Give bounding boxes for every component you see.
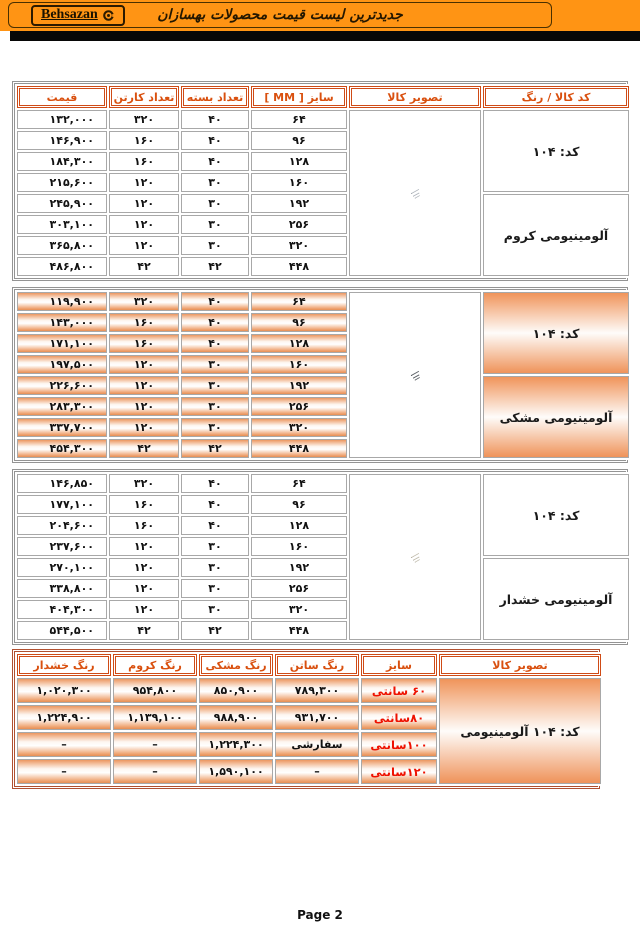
price-cell: ۲۴۵,۹۰۰ <box>17 194 107 213</box>
table-row <box>17 558 629 577</box>
size-cell: ۲۵۶ <box>251 215 347 234</box>
product-color-cell: آلومینیومی کروم <box>483 194 629 276</box>
price-cell: ۱۴۳,۰۰۰ <box>17 313 107 332</box>
bundle-cell: ۴۰ <box>181 152 249 171</box>
bundle-cell: ۳۰ <box>181 537 249 556</box>
size-cell: ۱۶۰ <box>251 355 347 374</box>
carton-cell: ۱۶۰ <box>109 131 179 150</box>
col-header-size: سایز <box>361 654 437 676</box>
size-cell: ۱۹۲ <box>251 376 347 395</box>
price-cell: ۱۸۴,۳۰۰ <box>17 152 107 171</box>
col-header-chrome: رنگ کروم <box>113 654 197 676</box>
brushed-price-cell: ۱,۰۲۰,۳۰۰ <box>17 678 111 703</box>
size-cell: ۱۹۲ <box>251 194 347 213</box>
size-cell: ۶۴ <box>251 110 347 129</box>
satin-price-cell: ۷۸۹,۳۰۰ <box>275 678 359 703</box>
carton-cell: ۱۲۰ <box>109 355 179 374</box>
bundle-cell: ۳۰ <box>181 215 249 234</box>
summary-size-cell: ۶۰ سانتی <box>361 678 437 703</box>
chrome-price-cell: ۱,۱۳۹,۱۰۰ <box>113 705 197 730</box>
col-header-image: تصویر کالا <box>349 86 481 108</box>
chrome-price-cell: – <box>113 759 197 784</box>
carton-cell: ۱۶۰ <box>109 516 179 535</box>
price-cell: ۱۹۷,۵۰۰ <box>17 355 107 374</box>
product-code-cell: کد: ۱۰۴ <box>483 292 629 374</box>
product-table-chrome <box>12 81 628 281</box>
bundle-cell: ۴۰ <box>181 334 249 353</box>
price-cell: ۴۰۴,۳۰۰ <box>17 600 107 619</box>
carton-cell: ۱۶۰ <box>109 152 179 171</box>
size-cell: ۱۶۰ <box>251 537 347 556</box>
carton-cell: ۳۲۰ <box>109 474 179 493</box>
price-cell: ۲۳۷,۶۰۰ <box>17 537 107 556</box>
carton-cell: ۱۶۰ <box>109 334 179 353</box>
carton-cell: ۱۲۰ <box>109 418 179 437</box>
bundle-cell: ۴۲ <box>181 621 249 640</box>
size-cell: ۲۵۶ <box>251 579 347 598</box>
carton-cell: ۴۲ <box>109 439 179 458</box>
carton-cell: ۴۲ <box>109 621 179 640</box>
price-cell: ۴۵۴,۳۰۰ <box>17 439 107 458</box>
satin-price-cell: – <box>275 759 359 784</box>
carton-cell: ۱۲۰ <box>109 600 179 619</box>
brushed-price-cell: – <box>17 732 111 757</box>
carton-cell: ۱۶۰ <box>109 495 179 514</box>
summary-header-row <box>17 654 601 676</box>
col-header-black: رنگ مشکی <box>199 654 273 676</box>
size-cell: ۶۴ <box>251 474 347 493</box>
size-cell: ۳۲۰ <box>251 600 347 619</box>
price-cell: ۲۱۵,۶۰۰ <box>17 173 107 192</box>
bundle-cell: ۴۰ <box>181 516 249 535</box>
table-row <box>17 376 629 395</box>
price-cell: ۲۲۶,۶۰۰ <box>17 376 107 395</box>
col-header-size: سایز [ MM ] <box>251 86 347 108</box>
size-cell: ۱۲۸ <box>251 516 347 535</box>
bundle-cell: ۴۰ <box>181 495 249 514</box>
price-cell: ۲۷۰,۱۰۰ <box>17 558 107 577</box>
logo-text: Behsazan <box>41 7 98 22</box>
satin-price-cell: سفارشی <box>275 732 359 757</box>
price-cell: ۱۳۲,۰۰۰ <box>17 110 107 129</box>
bundle-cell: ۳۰ <box>181 173 249 192</box>
carton-cell: ۱۲۰ <box>109 558 179 577</box>
bundle-cell: ۳۰ <box>181 236 249 255</box>
page-number: Page 2 <box>297 908 343 922</box>
page-title: جدیدترین لیست قیمت محصولات بهسازان <box>157 7 403 23</box>
col-header-satin: رنگ ساتن <box>275 654 359 676</box>
bundle-cell: ۳۰ <box>181 558 249 577</box>
bundle-cell: ۴۰ <box>181 292 249 311</box>
carton-cell: ۱۲۰ <box>109 215 179 234</box>
satin-price-cell: ۹۳۱,۷۰۰ <box>275 705 359 730</box>
price-cell: ۱۷۱,۱۰۰ <box>17 334 107 353</box>
carton-cell: ۱۲۰ <box>109 579 179 598</box>
size-cell: ۹۶ <box>251 495 347 514</box>
product-color-cell: آلومینیومی مشکی <box>483 376 629 458</box>
bundle-cell: ۳۰ <box>181 579 249 598</box>
summary-row <box>17 678 601 703</box>
aluminum-profiles-chrome-icon <box>352 187 478 200</box>
size-cell: ۳۲۰ <box>251 418 347 437</box>
carton-cell: ۱۲۰ <box>109 397 179 416</box>
size-cell: ۲۵۶ <box>251 397 347 416</box>
summary-size-cell: ۸۰سانتی <box>361 705 437 730</box>
table-row <box>17 474 629 493</box>
size-cell: ۴۴۸ <box>251 439 347 458</box>
price-cell: ۲۰۴,۶۰۰ <box>17 516 107 535</box>
price-cell: ۱۴۶,۸۵۰ <box>17 474 107 493</box>
summary-product-cell: کد: ۱۰۴ آلومینیومی <box>439 678 601 784</box>
price-cell: ۳۰۳,۱۰۰ <box>17 215 107 234</box>
price-cell: ۴۸۶,۸۰۰ <box>17 257 107 276</box>
black-price-cell: ۱,۵۹۰,۱۰۰ <box>199 759 273 784</box>
carton-cell: ۱۶۰ <box>109 313 179 332</box>
size-cell: ۹۶ <box>251 131 347 150</box>
summary-table <box>12 649 600 789</box>
product-code-cell: کد: ۱۰۴ <box>483 110 629 192</box>
carton-cell: ۱۲۰ <box>109 194 179 213</box>
price-cell: ۱۷۷,۱۰۰ <box>17 495 107 514</box>
black-price-cell: ۸۵۰,۹۰۰ <box>199 678 273 703</box>
bundle-cell: ۳۰ <box>181 600 249 619</box>
bundle-cell: ۴۰ <box>181 110 249 129</box>
size-cell: ۹۶ <box>251 313 347 332</box>
size-cell: ۶۴ <box>251 292 347 311</box>
size-cell: ۱۹۲ <box>251 558 347 577</box>
carton-cell: ۱۲۰ <box>109 376 179 395</box>
carton-cell: ۱۲۰ <box>109 173 179 192</box>
col-header-carton: تعداد کارتن <box>109 86 179 108</box>
price-cell: ۳۶۵,۸۰۰ <box>17 236 107 255</box>
price-cell: ۱۴۶,۹۰۰ <box>17 131 107 150</box>
product-table-black <box>12 287 628 463</box>
bundle-cell: ۳۰ <box>181 194 249 213</box>
col-header-code: کد کالا / رنگ <box>483 86 629 108</box>
product-image-cell <box>349 110 481 276</box>
col-header-brushed: رنگ خشدار <box>17 654 111 676</box>
carton-cell: ۳۲۰ <box>109 292 179 311</box>
bundle-cell: ۴۰ <box>181 131 249 150</box>
aluminum-profiles-brushed-icon <box>352 551 478 564</box>
carton-cell: ۱۲۰ <box>109 236 179 255</box>
bundle-cell: ۳۰ <box>181 376 249 395</box>
table-row <box>17 110 629 129</box>
price-cell: ۳۳۷,۷۰۰ <box>17 418 107 437</box>
bundle-cell: ۴۰ <box>181 313 249 332</box>
product-code-cell: کد: ۱۰۴ <box>483 474 629 556</box>
bundle-cell: ۳۰ <box>181 418 249 437</box>
black-price-cell: ۹۸۸,۹۰۰ <box>199 705 273 730</box>
aluminum-profiles-black-icon <box>352 369 478 382</box>
table-row <box>17 194 629 213</box>
banner-shadow-bar <box>10 31 640 41</box>
product-image-cell <box>349 292 481 458</box>
brushed-price-cell: – <box>17 759 111 784</box>
summary-size-cell: ۱۰۰سانتی <box>361 732 437 757</box>
size-cell: ۴۴۸ <box>251 621 347 640</box>
size-cell: ۳۲۰ <box>251 236 347 255</box>
brushed-price-cell: ۱,۲۲۴,۹۰۰ <box>17 705 111 730</box>
price-cell: ۲۸۳,۳۰۰ <box>17 397 107 416</box>
header-frame <box>8 2 552 28</box>
size-cell: ۴۴۸ <box>251 257 347 276</box>
chrome-price-cell: ۹۵۴,۸۰۰ <box>113 678 197 703</box>
bundle-cell: ۴۲ <box>181 257 249 276</box>
bundle-cell: ۳۰ <box>181 355 249 374</box>
product-color-cell: آلومینیومی خشدار <box>483 558 629 640</box>
price-cell: ۳۳۸,۸۰۰ <box>17 579 107 598</box>
bundle-cell: ۴۲ <box>181 439 249 458</box>
col-header-bundle: تعداد بسته <box>181 86 249 108</box>
bundle-cell: ۴۰ <box>181 474 249 493</box>
black-price-cell: ۱,۲۲۴,۳۰۰ <box>199 732 273 757</box>
price-cell: ۵۴۴,۵۰۰ <box>17 621 107 640</box>
size-cell: ۱۲۸ <box>251 334 347 353</box>
summary-size-cell: ۱۲۰سانتی <box>361 759 437 784</box>
bundle-cell: ۳۰ <box>181 397 249 416</box>
size-cell: ۱۶۰ <box>251 173 347 192</box>
size-cell: ۱۲۸ <box>251 152 347 171</box>
carton-cell: ۴۲ <box>109 257 179 276</box>
chrome-price-cell: – <box>113 732 197 757</box>
price-cell: ۱۱۹,۹۰۰ <box>17 292 107 311</box>
carton-cell: ۳۲۰ <box>109 110 179 129</box>
table-row <box>17 292 629 311</box>
table-header-row <box>17 86 629 108</box>
product-image-cell <box>349 474 481 640</box>
col-header-image: تصویر کالا <box>439 654 601 676</box>
col-header-price: قیمت <box>17 86 107 108</box>
header-bar <box>0 0 640 31</box>
product-table-brushed <box>12 469 628 645</box>
carton-cell: ۱۲۰ <box>109 537 179 556</box>
